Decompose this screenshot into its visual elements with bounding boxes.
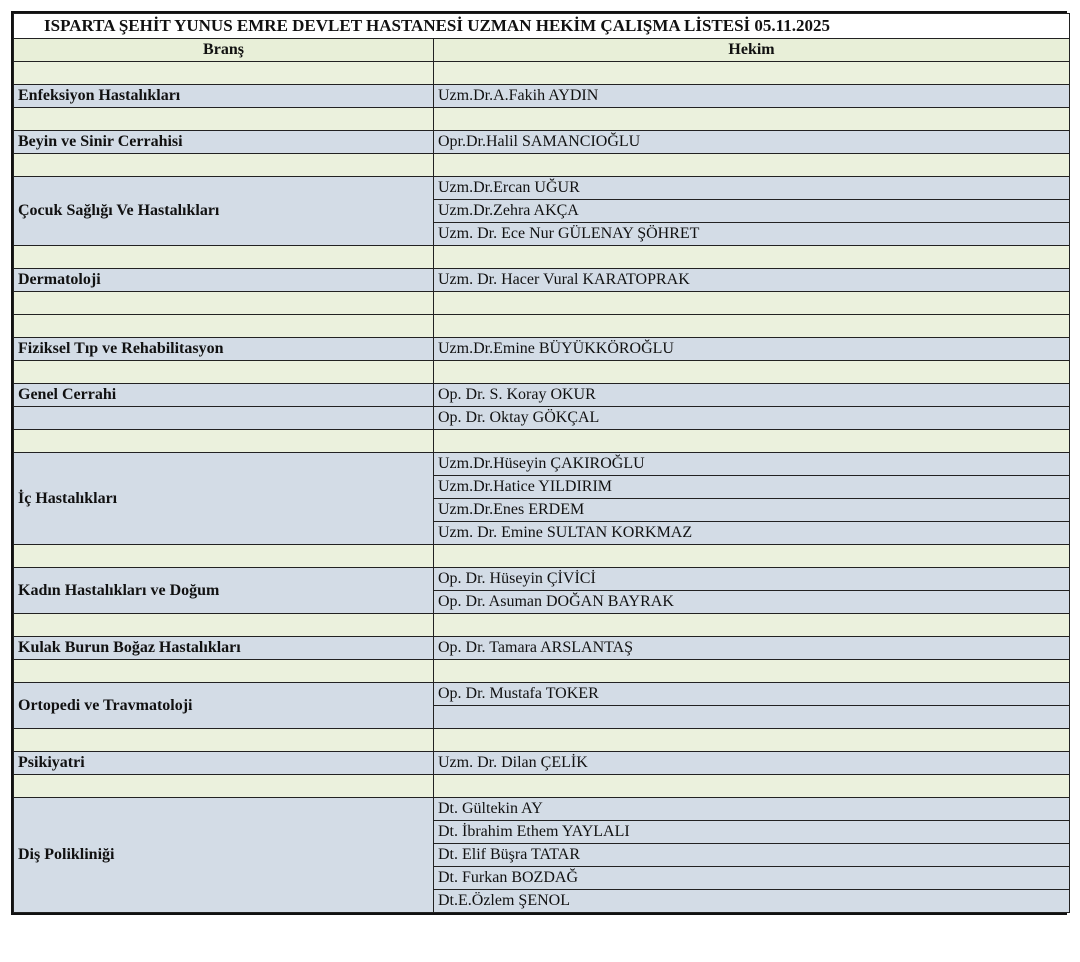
spacer-row — [14, 545, 1070, 568]
doctor-cell: Uzm.Dr.Emine BÜYÜKKÖROĞLU — [434, 338, 1070, 361]
spacer-row — [14, 660, 1070, 683]
doctor-cell: Op. Dr. Oktay GÖKÇAL — [434, 407, 1070, 430]
header-row — [14, 39, 1070, 62]
doctor-cell: Uzm. Dr. Emine SULTAN KORKMAZ — [434, 522, 1070, 545]
doctor-column-header: Hekim — [434, 39, 1070, 62]
branch-cell: Dermatoloji — [14, 269, 434, 292]
table-row — [14, 752, 1070, 775]
spacer-row — [14, 292, 1070, 315]
spacer-cell — [14, 775, 434, 798]
spacer-cell — [434, 108, 1070, 131]
table-row — [14, 384, 1070, 407]
branch-cell: Beyin ve Sinir Cerrahisi — [14, 131, 434, 154]
doctor-cell: Op. Dr. Asuman DOĞAN BAYRAK — [434, 591, 1070, 614]
doctor-cell: Uzm. Dr. Dilan ÇELİK — [434, 752, 1070, 775]
table-row — [14, 637, 1070, 660]
spacer-row — [14, 430, 1070, 453]
branch-cell: Enfeksiyon Hastalıkları — [14, 85, 434, 108]
spacer-row — [14, 614, 1070, 637]
doctor-cell: Uzm.Dr.Ercan UĞUR — [434, 177, 1070, 200]
doctor-cell: Uzm.Dr.Hatice YILDIRIM — [434, 476, 1070, 499]
spacer-cell — [434, 361, 1070, 384]
spacer-cell — [14, 154, 434, 177]
branch-cell: Kadın Hastalıkları ve Doğum — [14, 568, 434, 614]
doctor-cell — [434, 706, 1070, 729]
branch-cell: Ortopedi ve Travmatoloji — [14, 683, 434, 729]
schedule-sheet — [11, 11, 1067, 915]
branch-cell: Diş Polikliniği — [14, 798, 434, 913]
spacer-row — [14, 775, 1070, 798]
doctor-cell: Uzm.Dr.A.Fakih AYDIN — [434, 85, 1070, 108]
spacer-cell — [434, 430, 1070, 453]
spacer-row — [14, 246, 1070, 269]
page-title: ISPARTA ŞEHİT YUNUS EMRE DEVLET HASTANESİ UZMAN HEKİM ÇALIŞMA LİSTESİ 05.11.2025 — [14, 14, 1070, 39]
spacer-cell — [434, 154, 1070, 177]
spacer-row — [14, 315, 1070, 338]
spacer-cell — [14, 660, 434, 683]
doctor-cell: Uzm.Dr.Hüseyin ÇAKIROĞLU — [434, 453, 1070, 476]
table-row — [14, 453, 1070, 476]
spacer-cell — [14, 614, 434, 637]
spacer-cell — [434, 246, 1070, 269]
table-row — [14, 269, 1070, 292]
spacer-cell — [14, 729, 434, 752]
spacer-cell — [14, 545, 434, 568]
branch-cell: Çocuk Sağlığı Ve Hastalıkları — [14, 177, 434, 246]
spacer-cell — [14, 292, 434, 315]
spacer-cell — [434, 292, 1070, 315]
table-row — [14, 177, 1070, 200]
spacer-cell — [434, 62, 1070, 85]
doctor-cell: Dt. İbrahim Ethem YAYLALI — [434, 821, 1070, 844]
spacer-cell — [14, 62, 434, 85]
spacer-row — [14, 729, 1070, 752]
table-row — [14, 407, 1070, 430]
spacer-cell — [434, 614, 1070, 637]
doctor-cell: Opr.Dr.Halil SAMANCIOĞLU — [434, 131, 1070, 154]
spacer-cell — [434, 315, 1070, 338]
spacer-row — [14, 154, 1070, 177]
spacer-cell — [14, 246, 434, 269]
spacer-cell — [14, 430, 434, 453]
doctor-cell: Op. Dr. Mustafa TOKER — [434, 683, 1070, 706]
table-row — [14, 683, 1070, 706]
branch-cell: Psikiyatri — [14, 752, 434, 775]
spacer-row — [14, 361, 1070, 384]
doctor-cell: Dt. Elif Büşra TATAR — [434, 844, 1070, 867]
branch-cell: Kulak Burun Boğaz Hastalıkları — [14, 637, 434, 660]
table-row — [14, 85, 1070, 108]
spacer-row — [14, 62, 1070, 85]
branch-cell: İç Hastalıkları — [14, 453, 434, 545]
doctor-cell: Op. Dr. S. Koray OKUR — [434, 384, 1070, 407]
spacer-cell — [14, 315, 434, 338]
doctor-cell: Op. Dr. Hüseyin ÇİVİCİ — [434, 568, 1070, 591]
doctor-cell: Dt.E.Özlem ŞENOL — [434, 890, 1070, 913]
doctor-cell: Uzm. Dr. Hacer Vural KARATOPRAK — [434, 269, 1070, 292]
table-row — [14, 338, 1070, 361]
table-row — [14, 131, 1070, 154]
doctor-cell: Dt. Furkan BOZDAĞ — [434, 867, 1070, 890]
spacer-cell — [14, 361, 434, 384]
doctor-cell: Uzm.Dr.Enes ERDEM — [434, 499, 1070, 522]
branch-cell: Fiziksel Tıp ve Rehabilitasyon — [14, 338, 434, 361]
branch-column-header: Branş — [14, 39, 434, 62]
branch-cell — [14, 407, 434, 430]
branch-cell: Genel Cerrahi — [14, 384, 434, 407]
spacer-cell — [434, 545, 1070, 568]
doctor-cell: Uzm. Dr. Ece Nur GÜLENAY ŞÖHRET — [434, 223, 1070, 246]
doctor-cell: Uzm.Dr.Zehra AKÇA — [434, 200, 1070, 223]
spacer-cell — [434, 660, 1070, 683]
doctor-cell: Dt. Gültekin AY — [434, 798, 1070, 821]
table-row — [14, 568, 1070, 591]
doctor-cell: Op. Dr. Tamara ARSLANTAŞ — [434, 637, 1070, 660]
spacer-cell — [434, 729, 1070, 752]
spacer-cell — [434, 775, 1070, 798]
schedule-table — [13, 13, 1070, 913]
spacer-cell — [14, 108, 434, 131]
table-row — [14, 798, 1070, 821]
spacer-row — [14, 108, 1070, 131]
title-row — [14, 14, 1070, 39]
